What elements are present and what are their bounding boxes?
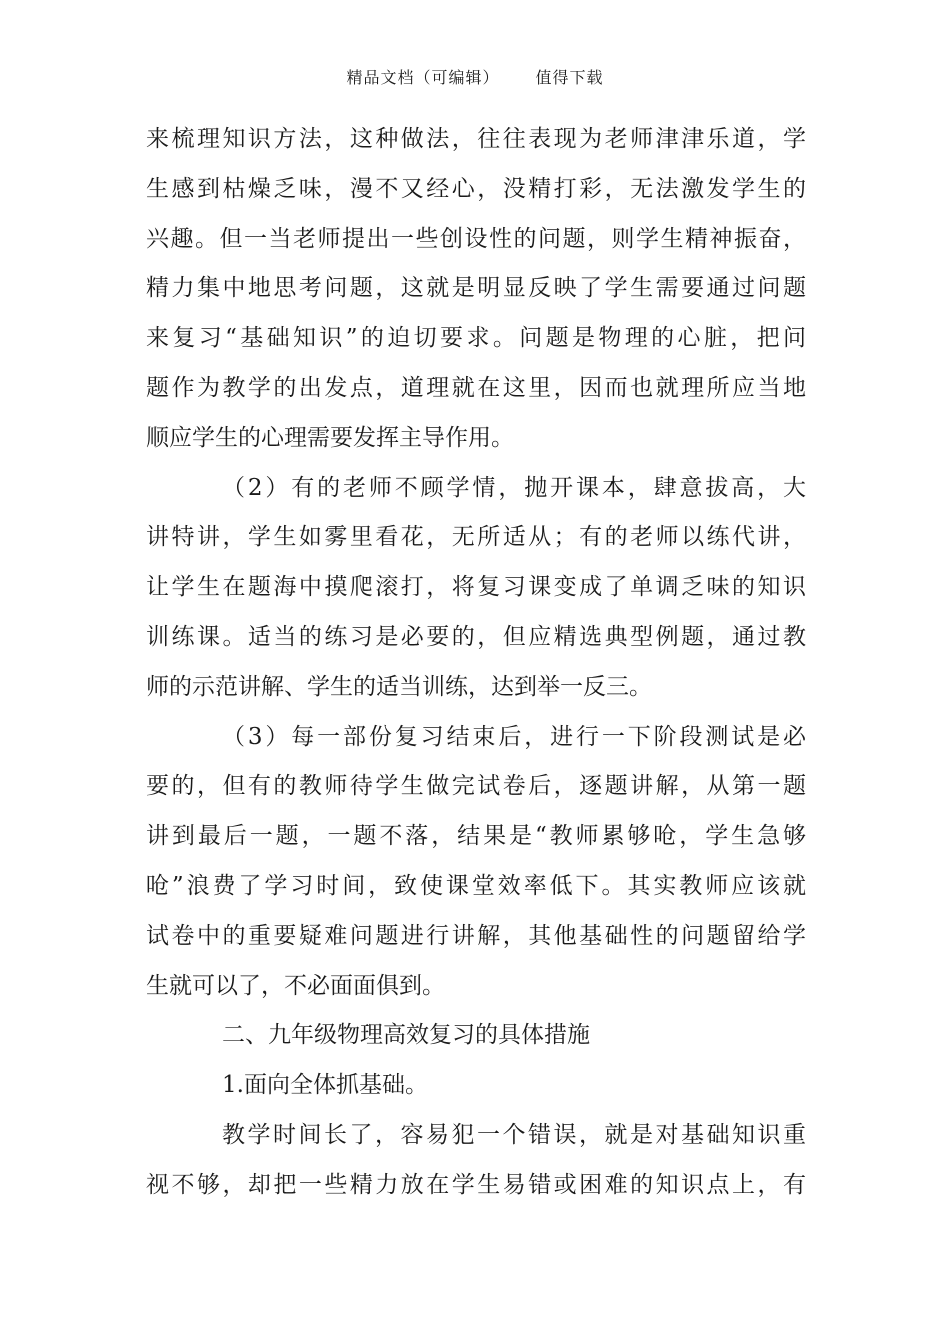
text-line: 顺应学生的心理需要发挥主导作用。 (146, 424, 514, 451)
text-line: 训练课。适当的练习是必要的，但应精选典型例题，通过教 (146, 623, 806, 650)
text-line: 生就可以了，不必面面俱到。 (146, 972, 445, 999)
text-line: 讲特讲，学生如雾里看花，无所适从；有的老师以练代讲， (146, 524, 806, 551)
paragraph-start: （3）每一部份复习结束后，进行一下阶段测试是必 (222, 723, 806, 750)
text-line: 呛”浪费了学习时间，致使课堂效率低下。其实教师应该就 (146, 872, 806, 899)
text-line: 试卷中的重要疑难问题进行讲解，其他基础性的问题留给学 (146, 922, 806, 949)
text-line: 来梳理知识方法，这种做法，往往表现为老师津津乐道，学 (146, 126, 806, 152)
text-line: 师的示范讲解、学生的适当训练，达到举一反三。 (146, 673, 652, 700)
text-line: 精力集中地思考问题，这就是明显反映了学生需要通过问题 (146, 275, 806, 302)
text-line: 要的，但有的教师待学生做完试卷后，逐题讲解，从第一题 (146, 773, 806, 800)
text-line: 视不够，却把一些精力放在学生易错或困难的知识点上，有 (146, 1171, 806, 1198)
page-header (0, 66, 950, 90)
paragraph-start: （2）有的老师不顾学情，抛开课本，肆意拔高，大 (222, 474, 806, 501)
text-line: 讲到最后一题，一题不落，结果是“教师累够呛，学生急够 (146, 823, 806, 850)
document-body (146, 115, 806, 1211)
text-line: 题作为教学的出发点，道理就在这里，因而也就理所应当地 (146, 374, 806, 401)
subsection-heading: 1.面向全体抓基础。 (222, 1072, 428, 1099)
text-line: 让学生在题海中摸爬滚打，将复习课变成了单调乏味的知识 (146, 574, 806, 601)
text-line: 生感到枯燥乏味，漫不又经心，没精打彩，无法激发学生的 (146, 175, 806, 202)
header-slogan: 值得下载 (535, 68, 604, 87)
section-heading: 二、九年级物理高效复习的具体措施 (222, 1022, 590, 1049)
paragraph-start: 教学时间长了，容易犯一个错误，就是对基础知识重 (222, 1121, 806, 1148)
text-line: 兴趣。但一当老师提出一些创设性的问题，则学生精神振奋， (146, 225, 806, 252)
header-title: 精品文档（可编辑） (346, 68, 500, 87)
text-line: 来复习“基础知识”的迫切要求。问题是物理的心脏，把问 (146, 325, 806, 352)
